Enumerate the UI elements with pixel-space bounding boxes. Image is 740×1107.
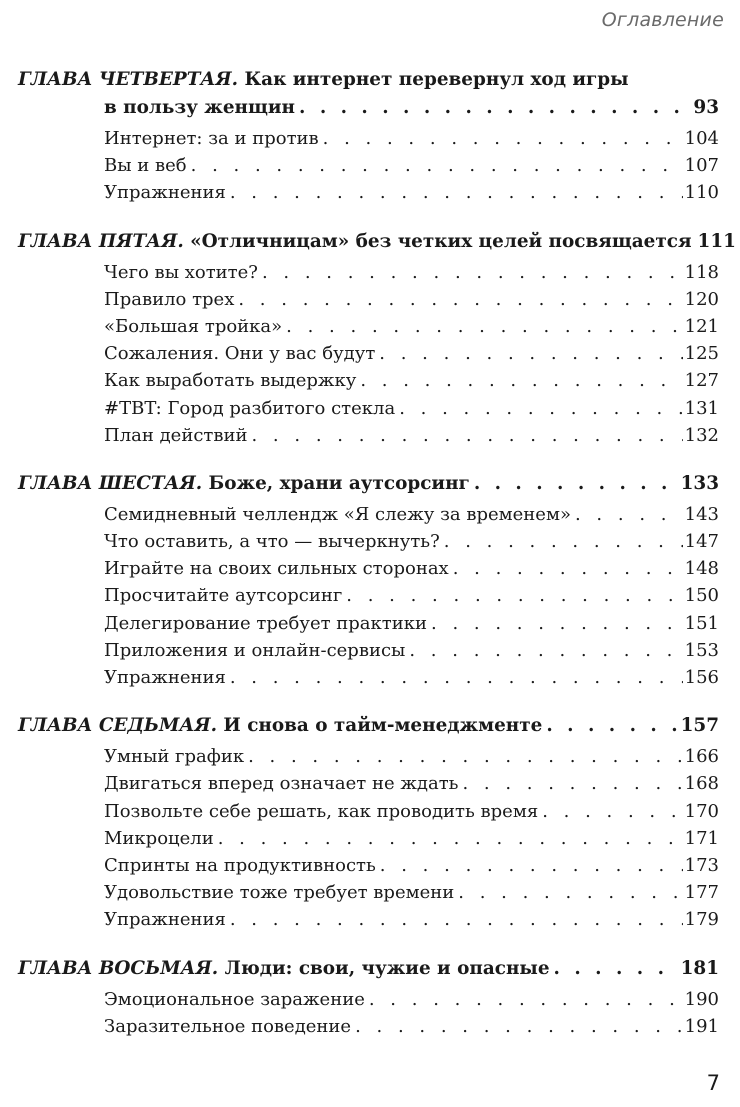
entry-title: Просчитайте аутсорсинг <box>104 585 343 607</box>
entry-page-number: 147 <box>684 531 719 553</box>
entry-title: Делегирование требует практики <box>104 612 427 634</box>
toc-entry <box>104 798 719 825</box>
toc-entry <box>104 637 719 664</box>
entry-page-number: 125 <box>684 343 719 365</box>
chapter-page-number: 111 <box>697 230 736 252</box>
toc-entry <box>104 610 719 637</box>
dot-leader <box>248 743 683 770</box>
entry-page-number: 148 <box>684 558 719 580</box>
section-list <box>0 743 740 933</box>
chapter-page-number: 157 <box>680 715 719 737</box>
entry-page-number: 104 <box>684 128 719 149</box>
entry-title: Эмоциональное заражение <box>104 988 365 1010</box>
chapter-page-number: 93 <box>693 97 719 118</box>
chapter-7 <box>0 712 740 933</box>
entry-title: Упражнения <box>104 909 226 931</box>
chapter-8 <box>0 955 740 1040</box>
entry-page-number: 151 <box>684 612 719 634</box>
chapter-label: ГЛАВА ПЯТАЯ. <box>18 230 184 252</box>
dot-leader <box>462 770 682 797</box>
toc-entry <box>104 743 719 770</box>
entry-page-number: 150 <box>684 585 719 607</box>
toc-entry <box>104 825 719 852</box>
chapter-title-continued: в пользу женщин <box>104 97 296 118</box>
chapter-label: ГЛАВА ШЕСТАЯ. <box>18 472 203 494</box>
chapter-4 <box>0 66 740 207</box>
section-list <box>0 986 740 1040</box>
chapter-heading <box>18 470 719 498</box>
toc-entry <box>104 986 719 1013</box>
toc-entry <box>104 286 719 313</box>
entry-title: Упражнения <box>104 667 226 688</box>
entry-page-number: 170 <box>684 800 719 822</box>
toc-entry <box>104 582 719 609</box>
entry-title: Чего вы хотите? <box>104 261 258 283</box>
toc-entry <box>104 259 719 286</box>
entry-page-number: 168 <box>684 773 719 795</box>
toc-entry <box>104 501 719 528</box>
dot-leader <box>218 825 683 852</box>
dot-leader <box>191 152 683 179</box>
entry-title: Сожаления. Они у вас будут <box>104 343 376 365</box>
chapter-heading <box>18 955 719 983</box>
entry-page-number: 156 <box>684 667 719 688</box>
chapter-5 <box>0 228 740 449</box>
dot-leader <box>458 879 682 906</box>
page-number: 7 <box>706 1071 720 1095</box>
toc-entry <box>104 879 719 906</box>
dot-leader <box>453 555 683 582</box>
chapter-heading-line-2 <box>18 94 719 122</box>
toc-entry <box>104 770 719 797</box>
chapter-label: ГЛАВА ЧЕТВЕРТАЯ. <box>18 69 239 90</box>
entry-title: Правило трех <box>104 288 235 310</box>
dot-leader <box>346 582 682 609</box>
toc-entry <box>104 664 719 691</box>
dot-leader <box>431 610 683 637</box>
chapter-title: «Отличницам» без четких целей посвящается <box>190 230 692 252</box>
chapter-heading <box>18 712 719 740</box>
entry-page-number: 171 <box>684 827 719 849</box>
toc-entry <box>104 555 719 582</box>
chapter-heading <box>18 228 736 256</box>
entry-page-number: 153 <box>684 639 719 661</box>
entry-title: Что оставить, а что — вычеркнуть? <box>104 531 440 553</box>
chapter-heading-line-1 <box>18 66 719 94</box>
dot-leader <box>575 501 683 528</box>
dot-leader <box>230 179 683 206</box>
toc-entry <box>104 906 719 933</box>
entry-title: Удовольствие тоже требует времени <box>104 882 455 904</box>
dot-leader <box>360 367 682 394</box>
toc-entry <box>104 422 719 449</box>
toc-entry <box>104 313 719 340</box>
entry-page-number: 177 <box>684 882 719 904</box>
entry-page-number: 120 <box>684 288 719 310</box>
entry-page-number: 107 <box>684 155 719 177</box>
entry-title: Позвольте себе решать, как проводить время <box>104 800 539 822</box>
dot-leader <box>380 852 683 879</box>
dot-leader <box>554 955 679 983</box>
chapter-page-number: 181 <box>680 957 719 979</box>
dot-leader <box>399 395 682 422</box>
dot-leader <box>546 712 678 740</box>
entry-page-number: 131 <box>684 397 719 419</box>
dot-leader <box>262 259 683 286</box>
chapter-heading <box>18 66 719 122</box>
toc-entry <box>104 152 719 179</box>
entry-title: Микроцели <box>104 827 214 849</box>
toc-entry <box>104 367 719 394</box>
toc-entry <box>104 179 719 206</box>
dot-leader <box>238 286 682 313</box>
toc-entry <box>104 528 719 555</box>
entry-page-number: 121 <box>684 315 719 337</box>
entry-title: Семидневный челлендж «Я слежу за временем» <box>104 503 571 525</box>
chapter-title: Люди: свои, чужие и опасные <box>224 957 550 979</box>
dot-leader <box>409 637 682 664</box>
entry-page-number: 118 <box>684 261 719 283</box>
dot-leader <box>230 664 683 691</box>
entry-page-number: 179 <box>684 909 719 931</box>
section-list <box>0 259 740 449</box>
toc-entry <box>104 340 719 367</box>
entry-title: «Большая тройка» <box>104 315 283 337</box>
entry-title: #TBT: Город разбитого стекла <box>104 397 396 419</box>
dot-leader <box>474 470 679 498</box>
running-head: Оглавление <box>601 9 724 31</box>
dot-leader <box>286 313 682 340</box>
dot-leader <box>355 1013 683 1040</box>
entry-title: Играйте на своих сильных сторонах <box>104 558 449 580</box>
entry-page-number: 143 <box>684 503 719 525</box>
entry-title: Упражнения <box>104 182 226 204</box>
toc-entry <box>104 125 719 152</box>
entry-title: Заразительное поведение <box>104 1015 352 1037</box>
toc-entry <box>104 852 719 879</box>
chapter-label: ГЛАВА СЕДЬМАЯ. <box>18 715 218 737</box>
chapter-page-number: 133 <box>680 472 719 494</box>
entry-title: Двигаться вперед означает не ждать <box>104 773 459 795</box>
entry-page-number: 166 <box>684 746 719 768</box>
entry-page-number: 190 <box>684 988 719 1010</box>
chapter-label: ГЛАВА ВОСЬМАЯ. <box>18 957 219 979</box>
entry-page-number: 191 <box>684 1015 719 1037</box>
section-list <box>0 125 740 207</box>
entry-page-number: 110 <box>684 182 719 204</box>
entry-title: Приложения и онлайн-сервисы <box>104 639 406 661</box>
dot-leader <box>230 906 683 933</box>
table-of-contents <box>0 66 740 1061</box>
chapter-title: Боже, храни аутсорсинг <box>208 472 470 494</box>
entry-page-number: 127 <box>684 370 719 392</box>
dot-leader <box>251 422 682 449</box>
chapter-title: Как интернет перевернул ход игры <box>244 69 629 90</box>
entry-title: Как выработать выдержку <box>104 370 357 392</box>
toc-entry <box>104 395 719 422</box>
entry-page-number: 173 <box>684 854 719 876</box>
chapter-title: И снова о тайм-менеджменте <box>223 715 543 737</box>
entry-title: Умный график <box>104 746 245 768</box>
entry-title: Интернет: за и против <box>104 128 319 149</box>
entry-title: Вы и веб <box>104 155 187 177</box>
entry-page-number: 132 <box>684 424 719 446</box>
entry-title: План действий <box>104 424 248 446</box>
dot-leader <box>299 94 691 122</box>
section-list <box>0 501 740 691</box>
chapter-6 <box>0 470 740 691</box>
dot-leader <box>369 986 683 1013</box>
entry-title: Спринты на продуктивность <box>104 854 376 876</box>
dot-leader <box>444 528 683 555</box>
dot-leader <box>542 798 682 825</box>
dot-leader <box>379 340 682 367</box>
dot-leader <box>323 125 683 152</box>
toc-entry <box>104 1013 719 1040</box>
